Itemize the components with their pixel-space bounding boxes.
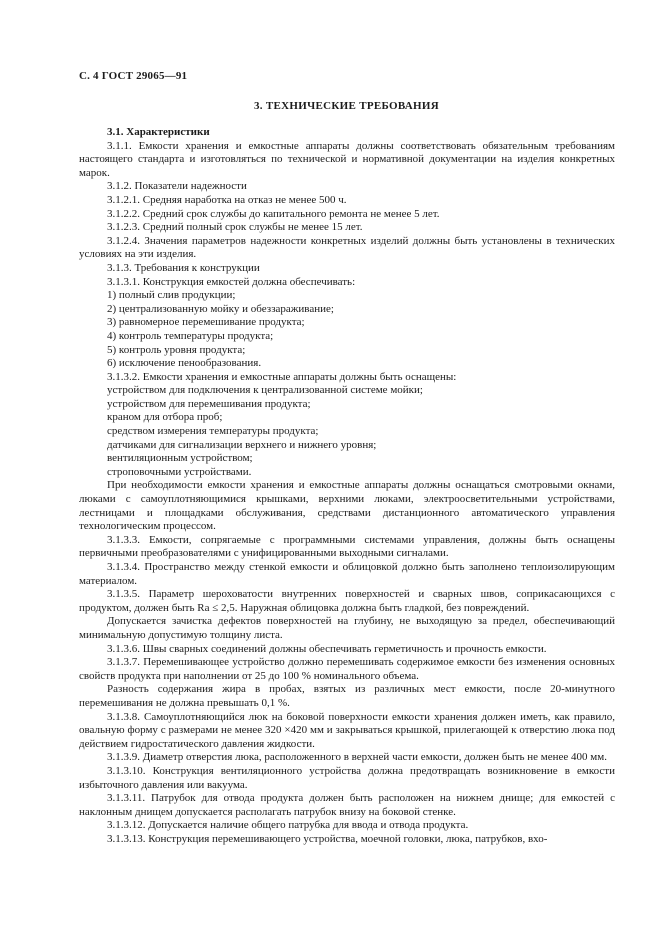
- paragraph: средством измерения температуры продукта;: [107, 425, 319, 438]
- paragraph: 3.1.2. Показатели надежности: [107, 180, 247, 193]
- paragraph: устройством для подключения к централизованной системе мойки;: [107, 384, 423, 397]
- paragraph: 3.1.3.2. Емкости хранения и емкостные аппараты должны быть оснащены:: [107, 370, 457, 383]
- paragraph: 4) контроль температуры продукта;: [107, 329, 274, 342]
- document-body: [79, 126, 615, 846]
- page-header: С. 4 ГОСТ 29065—91: [79, 70, 188, 82]
- paragraph: 3.1.3.7. Перемешивающее устройство должно перемешивать содержимое емкости без изменения основных свойств продукта при наполнении от 25 до 100 % номинального объема.: [79, 656, 615, 682]
- paragraph: Допускается зачистка дефектов поверхностей на глубину, не выходящую за предел, обеспечивающий минимальную допустимую толщину листа.: [79, 615, 615, 641]
- paragraph: При необходимости емкости хранения и емкостные аппараты должны оснащаться смотровыми окнами, люками с самоуплотняющимися крышками, верхними люками, электроосветительными устройствами, лестницами и площадками обслуживания, средствами дистанционного автоматического управления технологическим процессом.: [79, 479, 615, 533]
- paragraph: 3.1.3. Требования к конструкции: [107, 261, 260, 274]
- paragraph: 1) полный слив продукции;: [107, 289, 236, 302]
- paragraph: 3.1.3.8. Самоуплотняющийся люк на боковой поверхности емкости хранения должен иметь, как правило, овальную форму с размерами не менее 320 ×420 мм и закрываться крышкой, прилегающей к отверстию люка под действием гидростатического давления жидкости.: [79, 710, 615, 750]
- paragraph: 3.1.3.3. Емкости, сопрягаемые с программными системами управления, должны быть оснащены первичными преобразователями с унифицированными выходными сигналами.: [79, 533, 615, 560]
- paragraph: 3.1.3.9. Диаметр отверстия люка, расположенного в верхней части емкости, должен быть не менее 400 мм.: [107, 751, 607, 764]
- paragraph: 3.1.3.12. Допускается наличие общего патрубка для ввода и отвода продукта.: [107, 819, 469, 832]
- section-title: 3. ТЕХНИЧЕСКИЕ ТРЕБОВАНИЯ: [254, 100, 439, 112]
- paragraph: краном для отбора проб;: [107, 411, 223, 424]
- paragraph: 3.1.2.2. Средний срок службы до капитального ремонта не менее 5 лет.: [107, 207, 440, 220]
- paragraph: 3.1.3.1. Конструкция емкостей должна обеспечивать:: [107, 275, 356, 288]
- paragraph: 3.1.2.4. Значения параметров надежности конкретных изделий должны быть установлены в технических условиях на эти изделия.: [79, 234, 615, 261]
- paragraph: 3.1.3.13. Конструкция перемешивающего устройства, моечной головки, люка, патрубков, вхо-: [107, 832, 548, 845]
- paragraph: 3.1.3.6. Швы сварных соединений должны обеспечивать герметичность и прочность емкости.: [107, 642, 547, 655]
- paragraph: строповочными устройствами.: [107, 465, 252, 478]
- paragraph: вентиляционным устройством;: [107, 452, 253, 465]
- paragraph: 3.1.3.5. Параметр шероховатости внутренних поверхностей и сварных швов, соприкасающихся с продуктом, должен быть Ra ≤ 2,5. Наружная облицовка должна быть гладкой, без повреждений.: [79, 588, 615, 614]
- paragraph: 6) исключение пенообразования.: [107, 357, 262, 370]
- paragraph: 3.1.1. Емкости хранения и емкостные аппараты должны соответствовать обязательным требованиям настоящего стандарта и изготовляться по технической и нормативной документации на изделия конкретных марок.: [79, 139, 615, 179]
- paragraph: Разность содержания жира в пробах, взятых из различных мест емкости, после 20-минутного перемешивания не должна превышать 0,1 %.: [79, 683, 615, 709]
- paragraph: 3) равномерное перемешивание продукта;: [107, 316, 305, 329]
- paragraph: 3.1.2.3. Средний полный срок службы не менее 15 лет.: [107, 221, 363, 234]
- paragraph: 2) централизованную мойку и обеззараживание;: [107, 302, 334, 315]
- paragraph: датчиками для сигнализации верхнего и нижнего уровня;: [107, 438, 377, 451]
- subsection-heading: 3.1. Характеристики: [107, 126, 210, 138]
- paragraph: 3.1.3.11. Патрубок для отвода продукта должен быть расположен на нижнем днище; для емкостей с наклонным днищем допускается располагать патрубок внизу на боковой стенке.: [79, 792, 615, 818]
- paragraph: 3.1.2.1. Средняя наработка на отказ не менее 500 ч.: [107, 193, 347, 206]
- paragraph: 3.1.3.10. Конструкция вентиляционного устройства должна предотвращать возникновение в емкости избыточного давления или вакуума.: [79, 764, 615, 791]
- paragraph: устройством для перемешивания продукта;: [107, 397, 311, 410]
- paragraph: 5) контроль уровня продукта;: [107, 343, 246, 356]
- paragraph: 3.1.3.4. Пространство между стенкой емкости и облицовкой должно быть заполнено теплоизолирующим материалом.: [79, 561, 615, 587]
